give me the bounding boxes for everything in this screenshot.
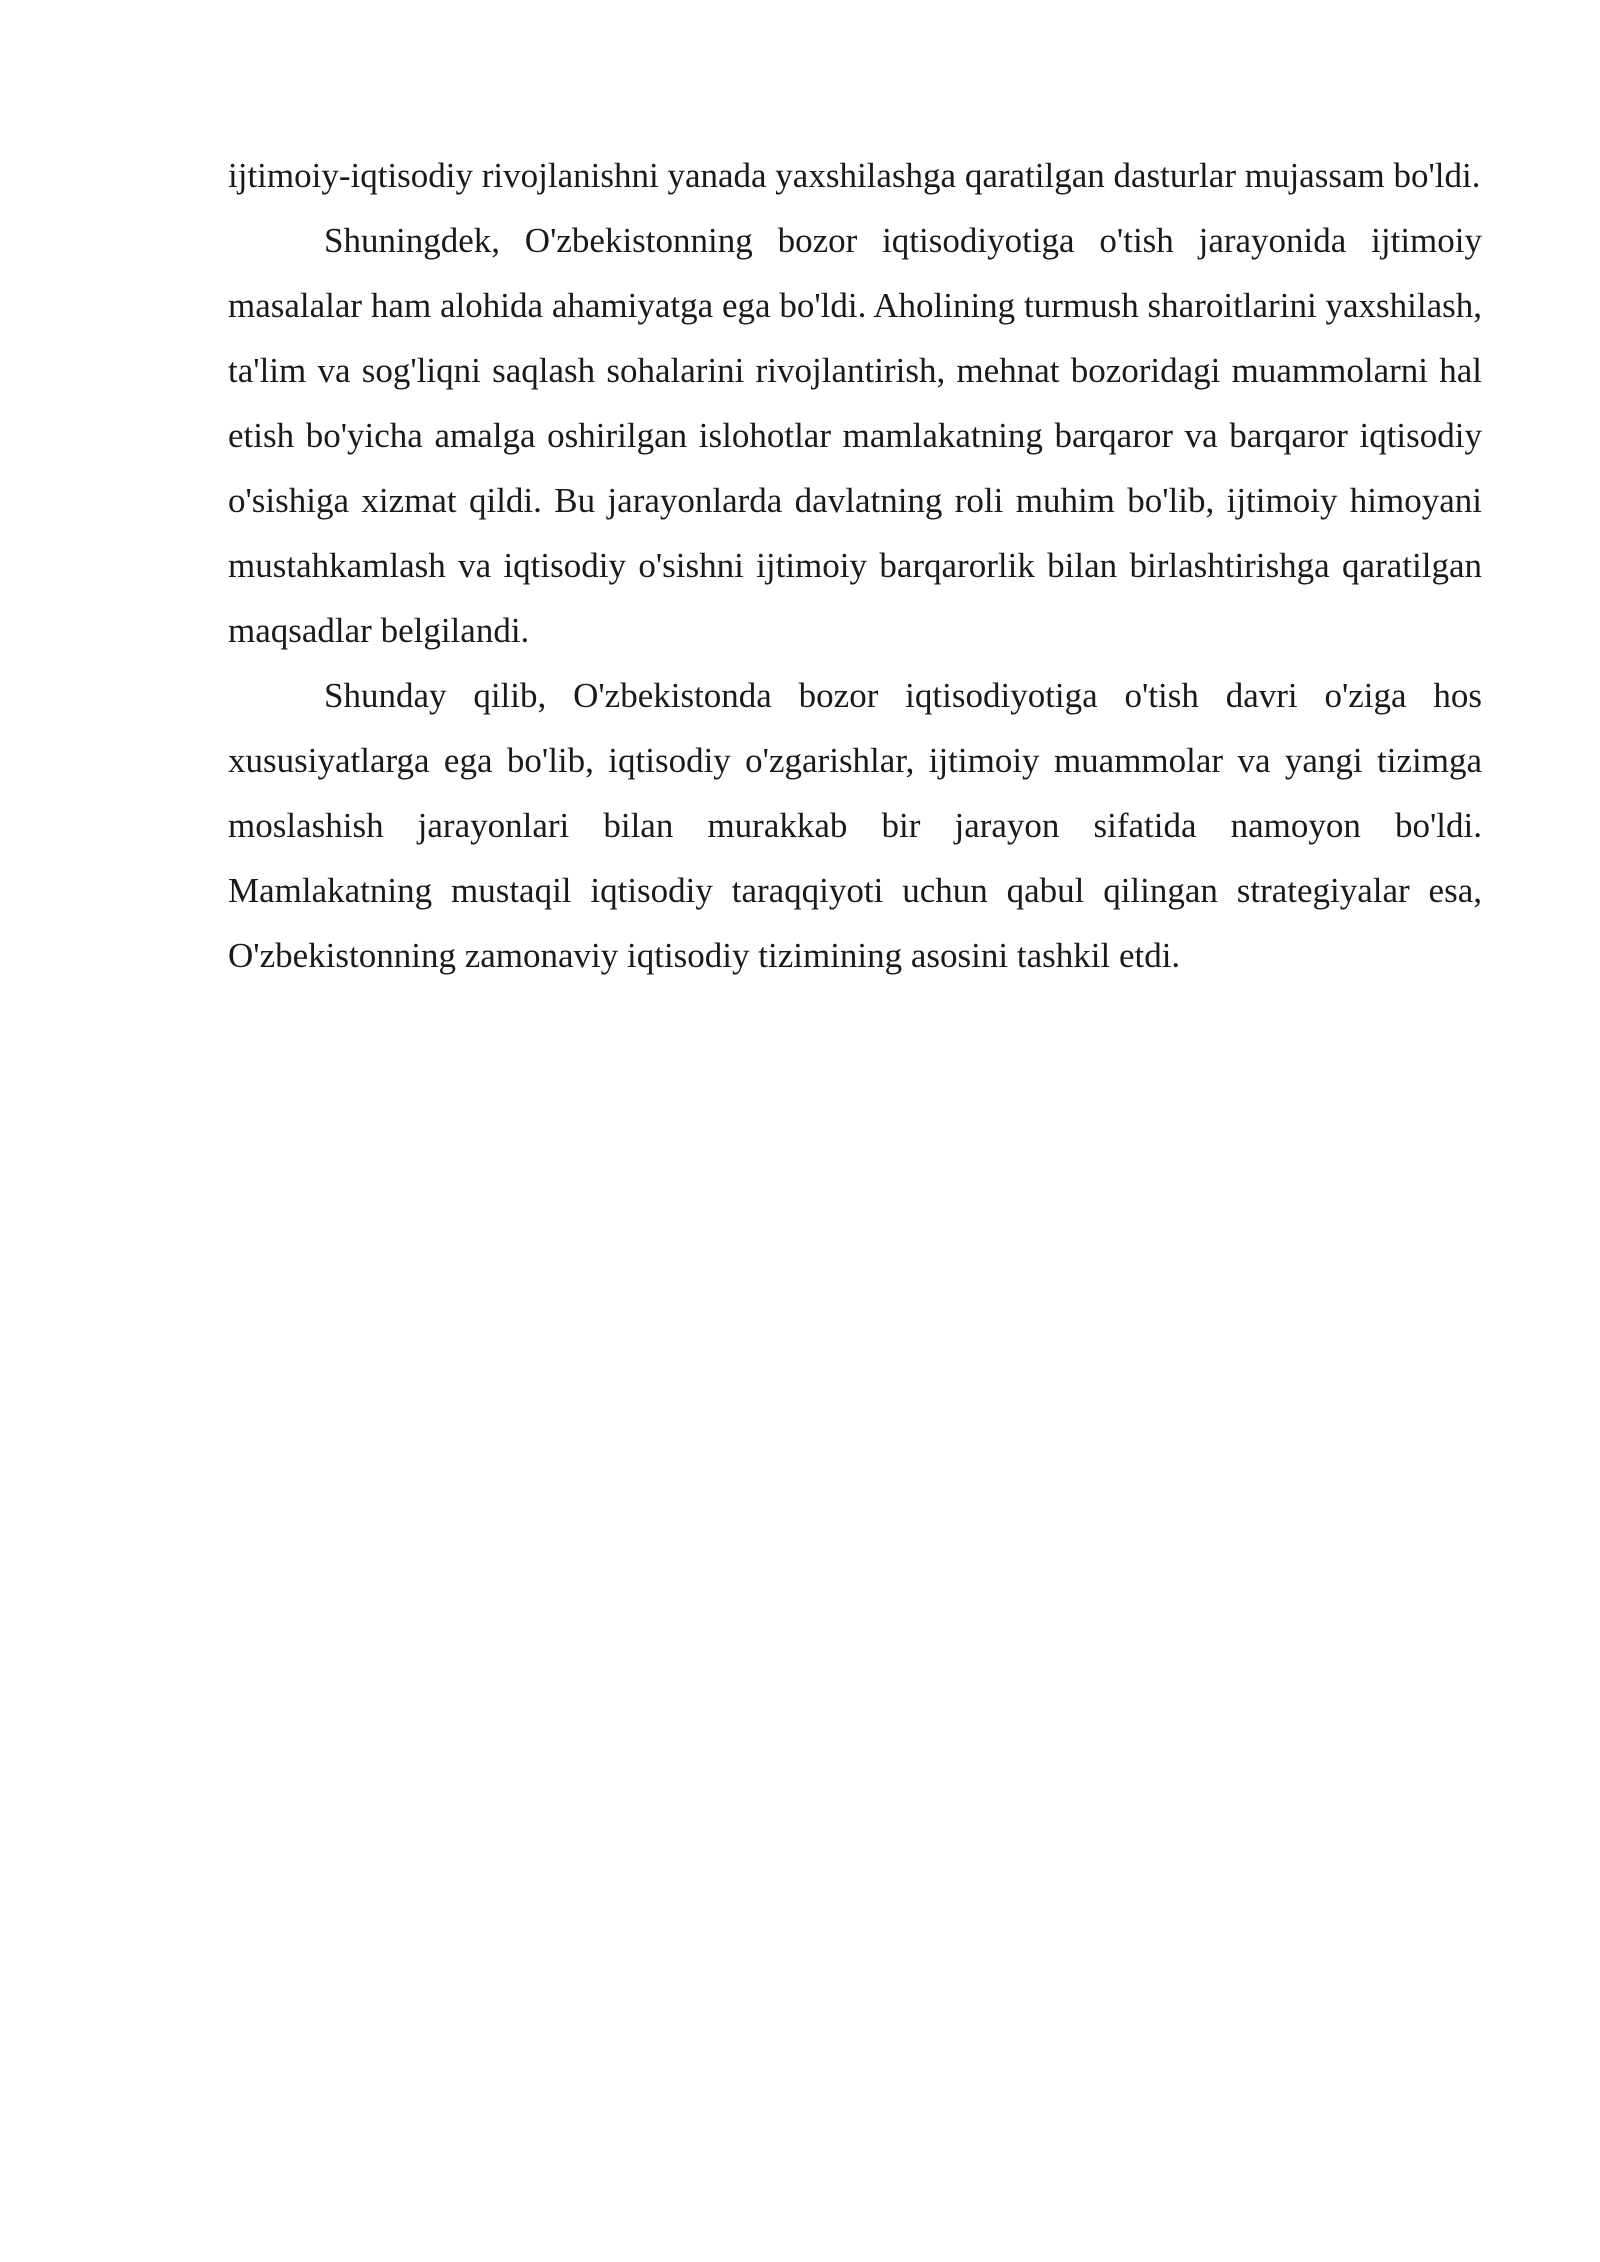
paragraph-social-issues: Shuningdek, O'zbekistonning bozor iqtisodiyotiga o'tish jarayonida ijtimoiy masalalar ham alohida ahamiyatga ega bo'ldi. Aholining turmush sharoitlarini yaxshilash, ta'lim va sog'liqni saqlash sohalarini rivojlantirish, mehnat bozoridagi muammolarni hal etish bo'yicha amalga oshirilgan islohotlar mamlakatning barqaror va barqaror iqtisodiy o'sishiga xizmat qildi. Bu jarayonlarda davlatning roli muhim bo'lib, ijtimoiy himoyani mustahkamlash va iqtisodiy o'sishni ijtimoiy barqarorlik bilan birlashtirishga qaratilgan maqsadlar belgilandi. <box>228 221 1482 650</box>
body-text <box>228 143 1482 988</box>
paragraph-conclusion: Shunday qilib, O'zbekistonda bozor iqtisodiyotiga o'tish davri o'ziga hos xususiyatlarga ega bo'lib, iqtisodiy o'zgarishlar, ijtimoiy muammolar va yangi tizimga moslashish jarayonlari bilan murakkab bir jarayon sifatida namoyon bo'ldi. Mamlakatning mustaqil iqtisodiy taraqqiyoti uchun qabul qilingan strategiyalar esa, O'zbekistonning zamonaviy iqtisodiy tizimining asosini tashkil etdi. <box>228 676 1482 975</box>
paragraph-continuation: ijtimoiy-iqtisodiy rivojlanishni yanada yaxshilashga qaratilgan dasturlar mujassam bo'ldi. <box>228 156 1481 195</box>
